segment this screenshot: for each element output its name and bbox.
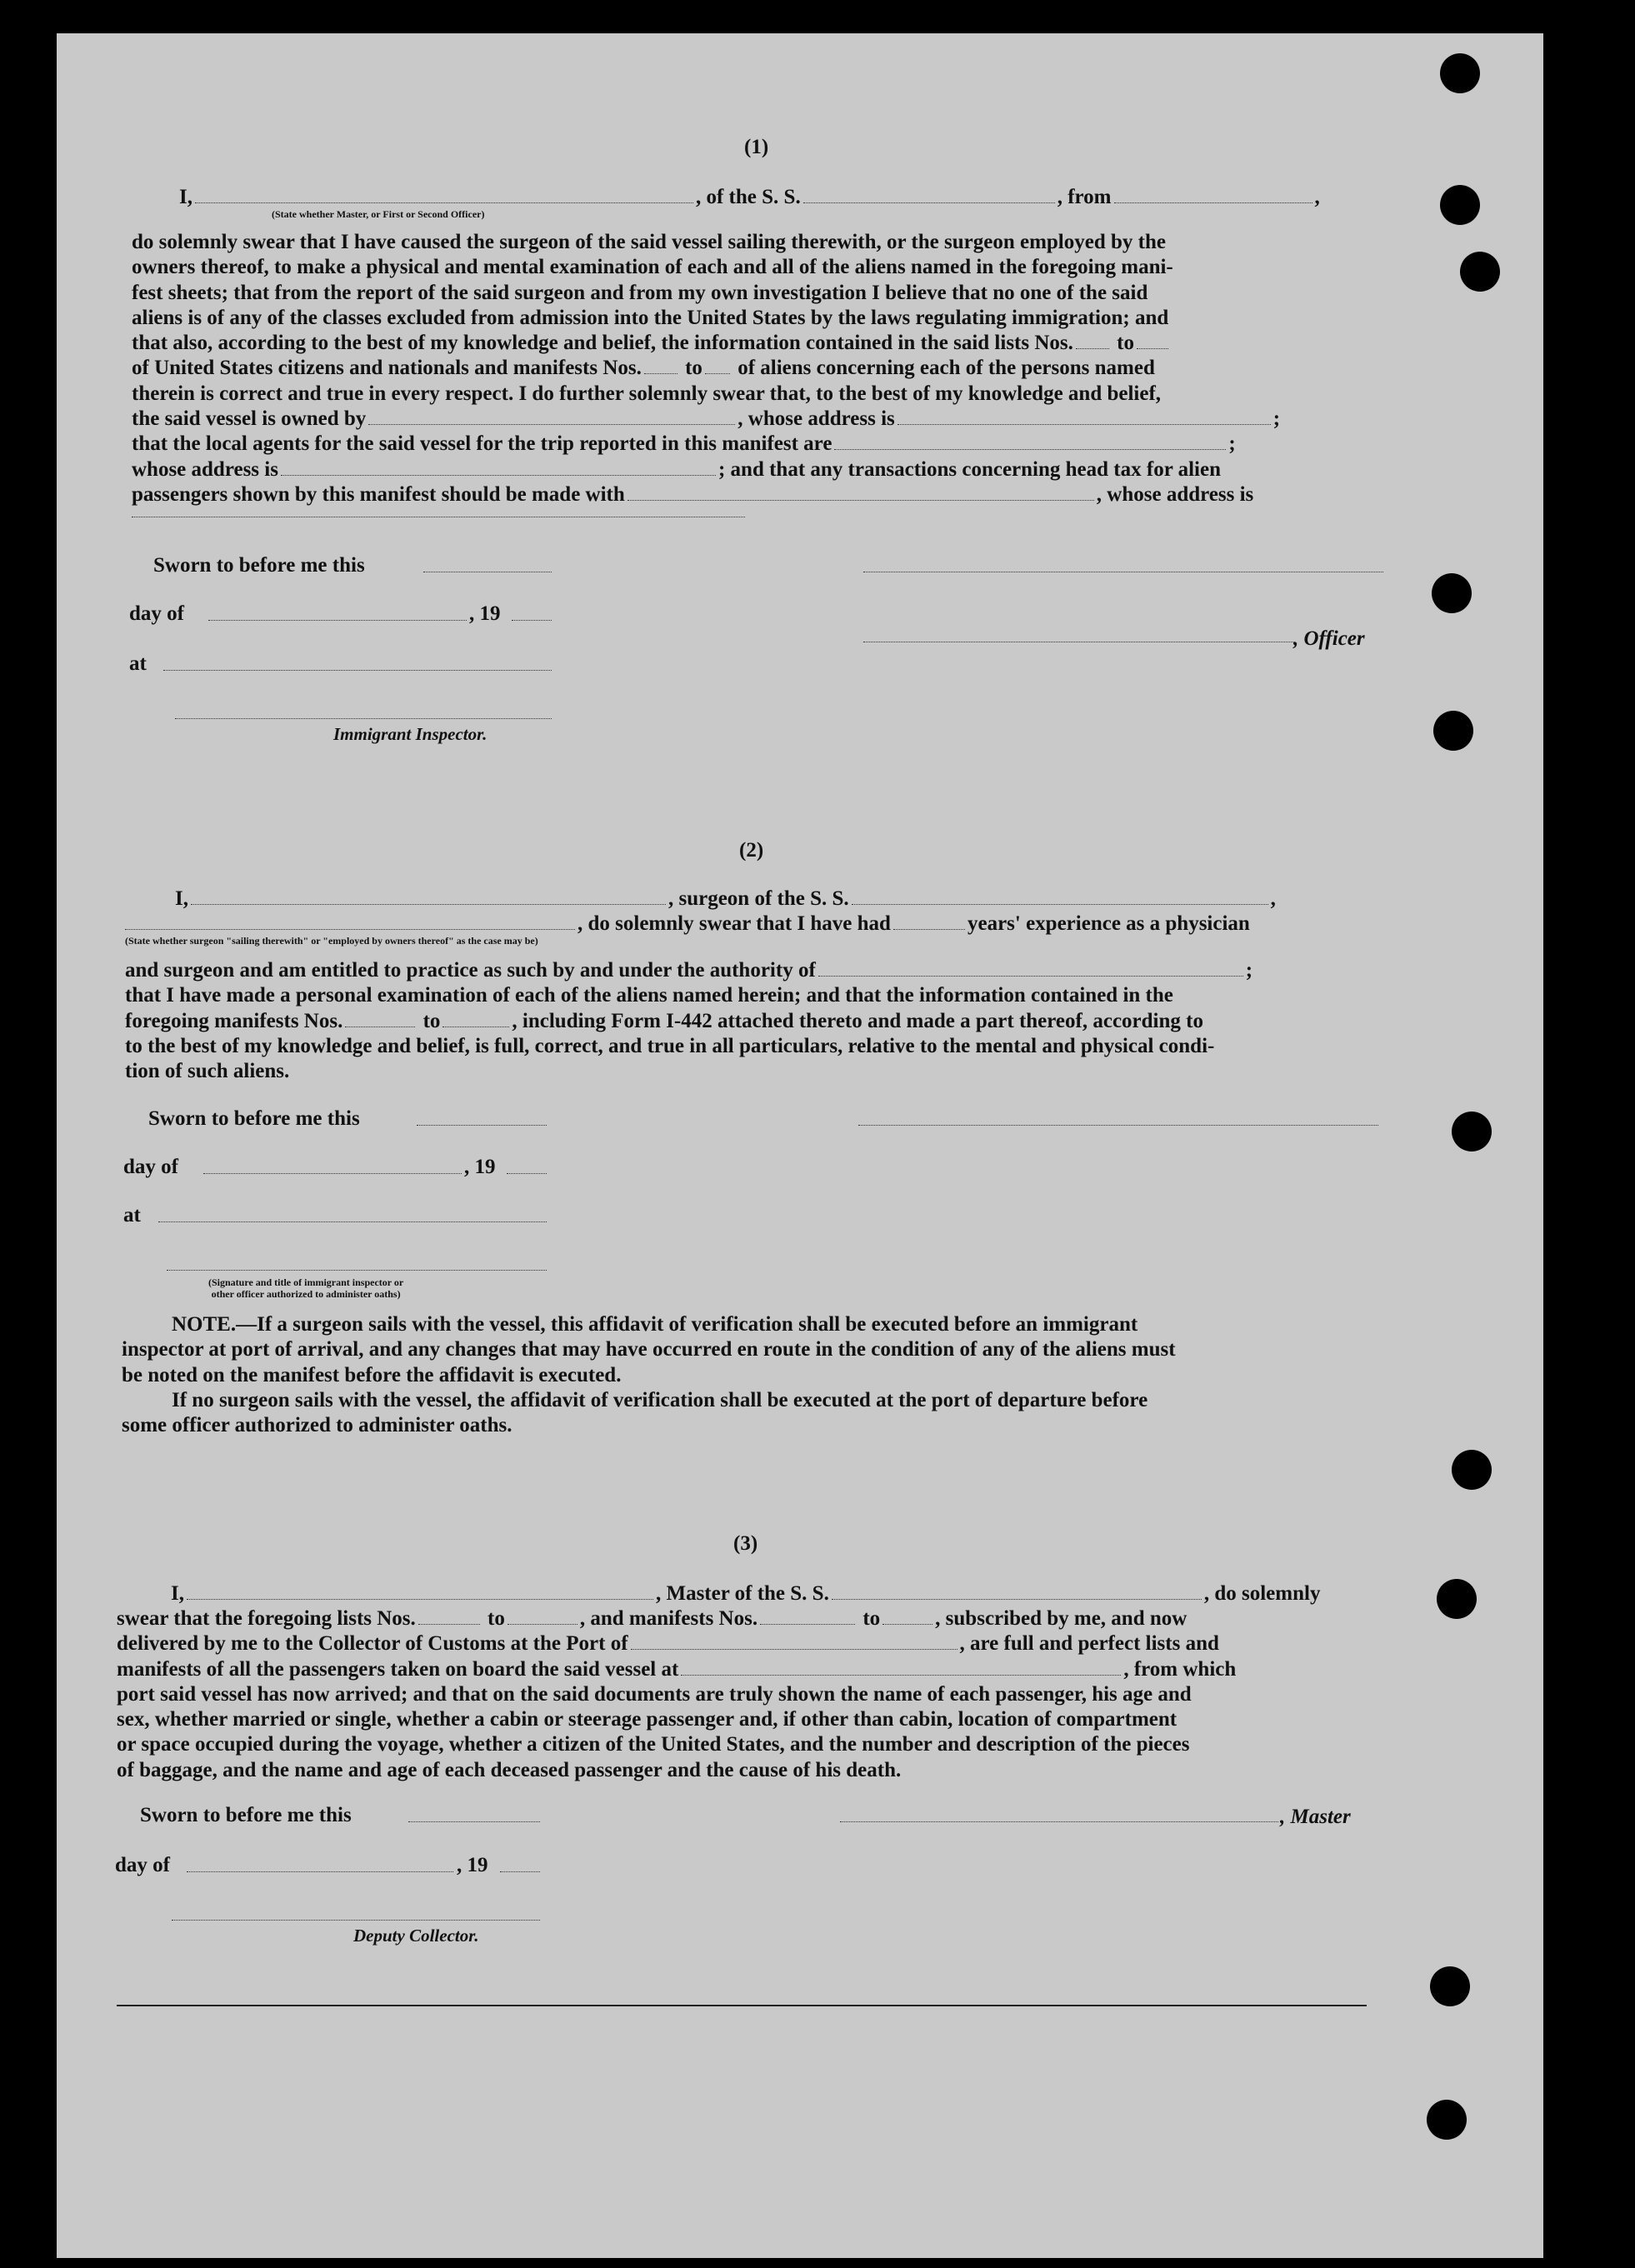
port-from-field[interactable] bbox=[1114, 202, 1312, 203]
note-paragraph: NOTE.—If a surgeon sails with the vessel, this affidavit of verification shall be executed before an immigrant inspector at port of arrival, and any changes that may have occurred en route in the condition of any of the aliens must be noted on the manifest before the affidavit is executed. If no surgeon sails with the vessel, the affidavit of verification shall be executed at the port of departure before some officer authorized to administer oaths. bbox=[122, 1313, 1176, 1437]
master-signature-field[interactable] bbox=[840, 1821, 1278, 1822]
rank-caption: (State whether Master, or First or Second Officer) bbox=[272, 208, 485, 220]
officer-label: , Officer bbox=[1293, 627, 1365, 650]
vessel-name-field[interactable] bbox=[803, 202, 1055, 203]
customs-port-field[interactable] bbox=[631, 1648, 958, 1650]
citizens-manifest-to-field[interactable] bbox=[705, 372, 730, 374]
lists-nos-to-field[interactable] bbox=[1137, 347, 1168, 349]
sworn-label-2: Sworn to before me this bbox=[148, 1107, 360, 1130]
day-of-label-2: day of bbox=[123, 1156, 178, 1178]
owner-address-field[interactable] bbox=[898, 423, 1271, 425]
embarkation-port-field[interactable] bbox=[681, 1674, 1121, 1676]
punch-hole bbox=[1440, 185, 1480, 225]
citizens-manifest-from-field[interactable] bbox=[644, 372, 678, 374]
agents-field[interactable] bbox=[834, 448, 1226, 450]
year-field-2[interactable] bbox=[507, 1173, 547, 1174]
sworn-label-3: Sworn to before me this bbox=[140, 1804, 352, 1826]
year-field-3[interactable] bbox=[500, 1871, 540, 1872]
sworn-label: Sworn to before me this bbox=[153, 554, 365, 577]
surgeon-name-field[interactable] bbox=[191, 903, 666, 905]
surgeon-status-caption: (State whether surgeon "sailing therewith" or "employed by owners thereof" as the case may be) bbox=[125, 935, 538, 947]
day-of-label-3: day of bbox=[115, 1854, 170, 1876]
section-3-body: swear that the foregoing lists Nos. to , and manifests Nos. to , subscribed by me, and now delivered by me to the Collector of Customs at the Port of , are full and perfect lists and manifests of all the passengers taken on board the said vessel at , from which port said vessel has now arrived; and that on the said documents are truly shown the name of each passenger, his age and sex, whether married or single, whether a cabin or steerage passenger and, if other than cabin, location of compartment or space occupied during the voyage, whether a citizen of the United States, and the number and description of the pieces of baggage, and the name and age of each deceased passenger and the cause of his death. bbox=[117, 1607, 1237, 1781]
surgeon-signature-field[interactable] bbox=[858, 1125, 1378, 1126]
at-place-field[interactable] bbox=[163, 670, 552, 671]
master-label: , Master bbox=[1280, 1806, 1351, 1828]
at-label: at bbox=[129, 652, 147, 675]
section-3-heading: (3) bbox=[733, 1532, 758, 1555]
punch-hole bbox=[1440, 53, 1480, 93]
master-lists-from-field[interactable] bbox=[418, 1623, 480, 1625]
master-manifests-from-field[interactable] bbox=[760, 1623, 855, 1625]
punch-hole bbox=[1460, 252, 1500, 292]
section-2-line-1: I, , surgeon of the S. S. , bbox=[175, 887, 1276, 910]
section-2-heading: (2) bbox=[739, 839, 764, 862]
punch-hole bbox=[1437, 1579, 1477, 1619]
master-lists-to-field[interactable] bbox=[508, 1623, 578, 1625]
collector-label: Deputy Collector. bbox=[353, 1926, 479, 1946]
punch-hole bbox=[1433, 711, 1473, 751]
surgeon-manifest-from-field[interactable] bbox=[345, 1026, 415, 1027]
master-vessel-field[interactable] bbox=[832, 1598, 1202, 1600]
master-manifests-to-field[interactable] bbox=[882, 1623, 932, 1625]
punch-hole bbox=[1432, 573, 1472, 613]
section-1-line-1: I, , of the S. S. , from , bbox=[179, 186, 1320, 208]
surgeon-status-field[interactable] bbox=[125, 928, 575, 930]
section-1-body: do solemnly swear that I have caused the surgeon of the said vessel sailing therewith, or the surgeon employed by the owners thereof, to make a physical and mental examination of each and all of the aliens named in the foregoing mani- fest sheets; that from the report of the said surgeon and from my own investigation I believe that no one of the said aliens is of any of the classes excluded from admission into the United States by the laws regulating immigration; and that also, according to the best of my knowledge and belief, the information contained in the said lists Nos. to of United States citizens and nationals and manifests Nos. to of aliens concerning each of the persons named therein is correct and true in every respect. I do further solemnly swear that, to the best of my knowledge and belief, the said vessel is owned by , whose address is ; that the local agents for the said vessel for the trip reported in this manifest are ; whose address is ; and that any transactions concerning head tax for alien passengers shown by this manifest should be made with , whose address is bbox=[132, 231, 1281, 506]
lists-nos-from-field[interactable] bbox=[1076, 347, 1109, 349]
section-3-line-1: I, , Master of the S. S. , do solemnly bbox=[171, 1582, 1321, 1605]
year-label-3: , 19 bbox=[457, 1854, 488, 1876]
inspector-label: Immigrant Inspector. bbox=[333, 724, 488, 744]
officer-signature-field-2[interactable] bbox=[167, 1270, 547, 1271]
punch-hole bbox=[1452, 1112, 1492, 1151]
inspector-signature-field[interactable] bbox=[175, 718, 552, 719]
at-place-field-2[interactable] bbox=[158, 1221, 547, 1222]
bottom-rule bbox=[117, 2005, 1367, 2006]
collector-signature-field[interactable] bbox=[172, 1920, 540, 1921]
head-tax-contact-field[interactable] bbox=[628, 499, 1094, 501]
section-1-heading: (1) bbox=[744, 136, 769, 158]
at-label-2: at bbox=[123, 1204, 141, 1226]
year-field[interactable] bbox=[512, 620, 552, 621]
sworn-date-field-2[interactable] bbox=[417, 1125, 547, 1126]
day-of-field-3[interactable] bbox=[187, 1871, 453, 1872]
agents-address-field[interactable] bbox=[281, 474, 716, 476]
master-rank-field[interactable] bbox=[195, 202, 693, 203]
punch-hole bbox=[1427, 2100, 1467, 2140]
surgeon-manifest-to-field[interactable] bbox=[442, 1026, 509, 1027]
authority-field[interactable] bbox=[818, 975, 1243, 977]
section-2-line-2: , do solemnly swear that I have had years' experience as a physician bbox=[125, 912, 1250, 937]
owner-field[interactable] bbox=[368, 423, 735, 425]
year-label-2: , 19 bbox=[464, 1156, 496, 1178]
punch-hole bbox=[1452, 1450, 1492, 1490]
years-experience-field[interactable] bbox=[893, 928, 965, 930]
year-label: , 19 bbox=[469, 602, 501, 625]
punch-hole bbox=[1430, 1966, 1470, 2006]
day-of-field[interactable] bbox=[208, 620, 467, 621]
master-name-field[interactable] bbox=[187, 1598, 653, 1600]
section-2-body: and surgeon and am entitled to practice as such by and under the authority of ; that I have made a personal examination of each of the aliens named herein; and that the information contained in the foregoing manifests Nos. to , including Form I-442 attached thereto and made a part thereof, according to to the best of my knowledge and belief, is full, correct, and true in all particulars, relative to the mental and physical condi- tion of such aliens. bbox=[125, 959, 1253, 1083]
surgeon-vessel-field[interactable] bbox=[852, 903, 1268, 905]
day-of-field-2[interactable] bbox=[203, 1173, 462, 1174]
day-of-label: day of bbox=[129, 602, 184, 625]
signature-caption: (Signature and title of immigrant inspector or other officer authorized to administer oaths) bbox=[208, 1276, 404, 1300]
sworn-date-field-3[interactable] bbox=[408, 1821, 540, 1822]
